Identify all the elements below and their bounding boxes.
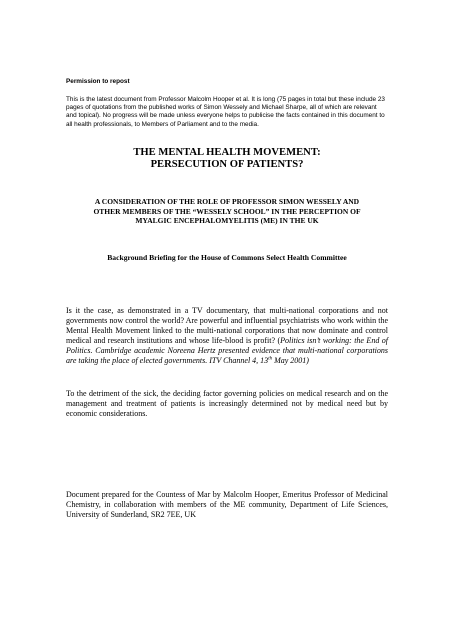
document-subtitle bbox=[66, 197, 388, 226]
permission-text: This is the latest document from Professor Malcolm Hooper et al. It is long (75 pages in total but these include 23 pages of quotations from the published works of Simon Wessely and Michael Sharpe, all of which are relevant and topical). No progress will be made unless everyone helps to publicise the facts contained in this document to all health professionals, to Members of Parliament and to the media. bbox=[66, 96, 385, 128]
briefing-heading: Background Briefing for the House of Commons Select Health Committee bbox=[107, 253, 347, 262]
paragraph-corporations-paren: ( bbox=[275, 336, 281, 346]
subtitle-line-1: A CONSIDERATION OF THE ROLE OF PROFESSOR SIMON WESSELY AND bbox=[94, 197, 360, 206]
subtitle-line-3: MYALGIC ENCEPHALOMYELITIS (ME) IN THE UK bbox=[135, 216, 319, 226]
document-title bbox=[66, 147, 388, 171]
documentary-reference-text: Politics isn’t working: the End of Politics. Cambridge academic Noreena Hertz presented evidence that multi-national corporations are taking the place of elected governments. ITV Channel 4, 13 bbox=[66, 336, 389, 366]
permission-heading: Permission to repost bbox=[66, 78, 130, 85]
paragraph-corporations-text: Is it the case, as demonstrated in a TV documentary, that multi-national corporations and not governments now control the world? Are powerful and influential psychiatrists who work within the Mental Health Movement linked to the multi-national corporations that now dominate and control medical and research institutions and whose life-blood is profit? bbox=[66, 306, 388, 346]
title-line-2: PERSECUTION OF PATIENTS? bbox=[150, 158, 304, 170]
documentary-reference-end: May 2001) bbox=[272, 356, 309, 366]
ordinal-suffix: th bbox=[268, 356, 273, 362]
paragraph-economics: To the detriment of the sick, the deciding factor governing policies on medical research and on the management and treatment of patients is increasingly determined not by medical need but by economic considerations. bbox=[66, 389, 388, 419]
subtitle-line-2: OTHER MEMBERS OF THE “WESSELY SCHOOL” IN THE PERCEPTION OF bbox=[93, 206, 361, 216]
paragraph-corporations bbox=[66, 306, 388, 367]
paragraph-authorship: Document prepared for the Countess of Mar by Malcolm Hooper, Emeritus Professor of Medicinal Chemistry, in collaboration with members of the ME community, Department of Life Sciences, University of Sunderland, SR2 7EE, UK bbox=[66, 490, 388, 520]
title-line-1: THE MENTAL HEALTH MOVEMENT: bbox=[133, 147, 321, 158]
